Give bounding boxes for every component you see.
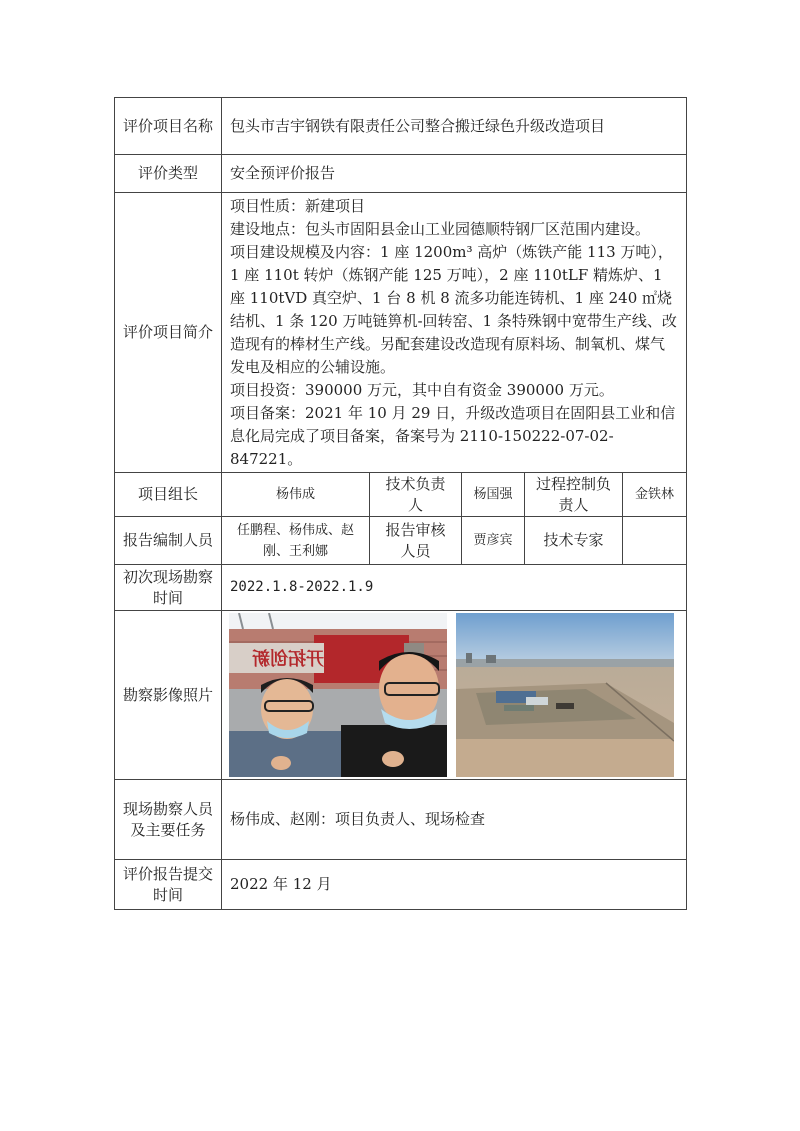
- row-survey-staff: [114, 780, 687, 860]
- submit-time-label: 评价报告提交时间: [115, 860, 222, 910]
- leader-label: 项目组长: [115, 473, 222, 517]
- survey-photo-site: [456, 613, 674, 777]
- project-name-value: 包头市吉宇钢铁有限责任公司整合搬迁绿色升级改造项目: [222, 97, 687, 155]
- project-name-label: 评价项目名称: [115, 97, 222, 155]
- intro-line-nature: 项目性质：新建项目: [230, 196, 366, 215]
- survey-time-value: 2022.1.8-2022.1.9: [222, 565, 687, 611]
- tech-value: 杨国强: [462, 473, 525, 517]
- leader-value: 杨伟成: [222, 473, 370, 517]
- expert-label: 技术专家: [525, 517, 623, 565]
- process-label: 过程控制负责人: [525, 473, 623, 517]
- survey-staff-value: 杨伟成、赵刚：项目负责人、现场检查: [222, 780, 687, 860]
- site-image: [456, 613, 674, 777]
- row-eval-type: [114, 155, 687, 193]
- selfie-image: [229, 613, 447, 777]
- row-survey-time: [114, 565, 687, 611]
- row-staff: [114, 517, 687, 565]
- process-value: 金铁林: [623, 473, 687, 517]
- survey-photo-selfie: [229, 613, 447, 777]
- survey-time-label: 初次现场勘察时间: [115, 565, 222, 611]
- row-project-name: [114, 97, 687, 155]
- intro-line-filing: 项目备案：2021 年 10 月 29 日，升级改造项目在固阳县工业和信息化局完成了项目备案，备案号为 2110-150222-07-02-847221。: [230, 403, 676, 468]
- intro-label: 评价项目简介: [115, 193, 222, 473]
- eval-type-value: 安全预评价报告: [222, 155, 687, 193]
- reviewer-value: 贾彦宾: [462, 517, 525, 565]
- intro-line-investment: 项目投资：390000 万元，其中自有资金 390000 万元。: [230, 380, 614, 399]
- row-submit-time: [114, 860, 687, 910]
- intro-line-scale: 项目建设规模及内容：1 座 1200m³ 高炉（炼铁产能 113 万吨），1 座 110t 转炉（炼钢产能 125 万吨），2 座 110tLF 精炼炉、1 座 110tVD 真空炉、1 台 8 机 8 流多功能连铸机、1 座 240 ㎡烧结机、1 条 120 万吨链箅机-回转窑、1 条特殊钢中宽带生产线、改造现有的棒材生产线。另配套建设改造现有原料场、制氧机、煤气发电及相应的公辅设施。: [230, 242, 677, 376]
- expert-value: [623, 517, 687, 565]
- survey-staff-label: 现场勘察人员及主要任务: [115, 780, 222, 860]
- photos-label: 勘察影像照片: [115, 611, 222, 780]
- writers-label: 报告编制人员: [115, 517, 222, 565]
- row-team: [114, 473, 687, 517]
- row-intro: [114, 193, 687, 473]
- eval-type-label: 评价类型: [115, 155, 222, 193]
- writers-value: 任鹏程、杨伟成、赵刚、王利娜: [222, 517, 370, 565]
- intro-line-location: 建设地点：包头市固阳县金山工业园德顺特钢厂区范围内建设。: [230, 219, 651, 238]
- tech-label: 技术负责人: [370, 473, 462, 517]
- intro-content: [222, 193, 687, 473]
- sign-text: 开拓创新: [252, 649, 324, 670]
- submit-time-value: 2022 年 12 月: [222, 860, 687, 910]
- reviewer-label: 报告审核人员: [370, 517, 462, 565]
